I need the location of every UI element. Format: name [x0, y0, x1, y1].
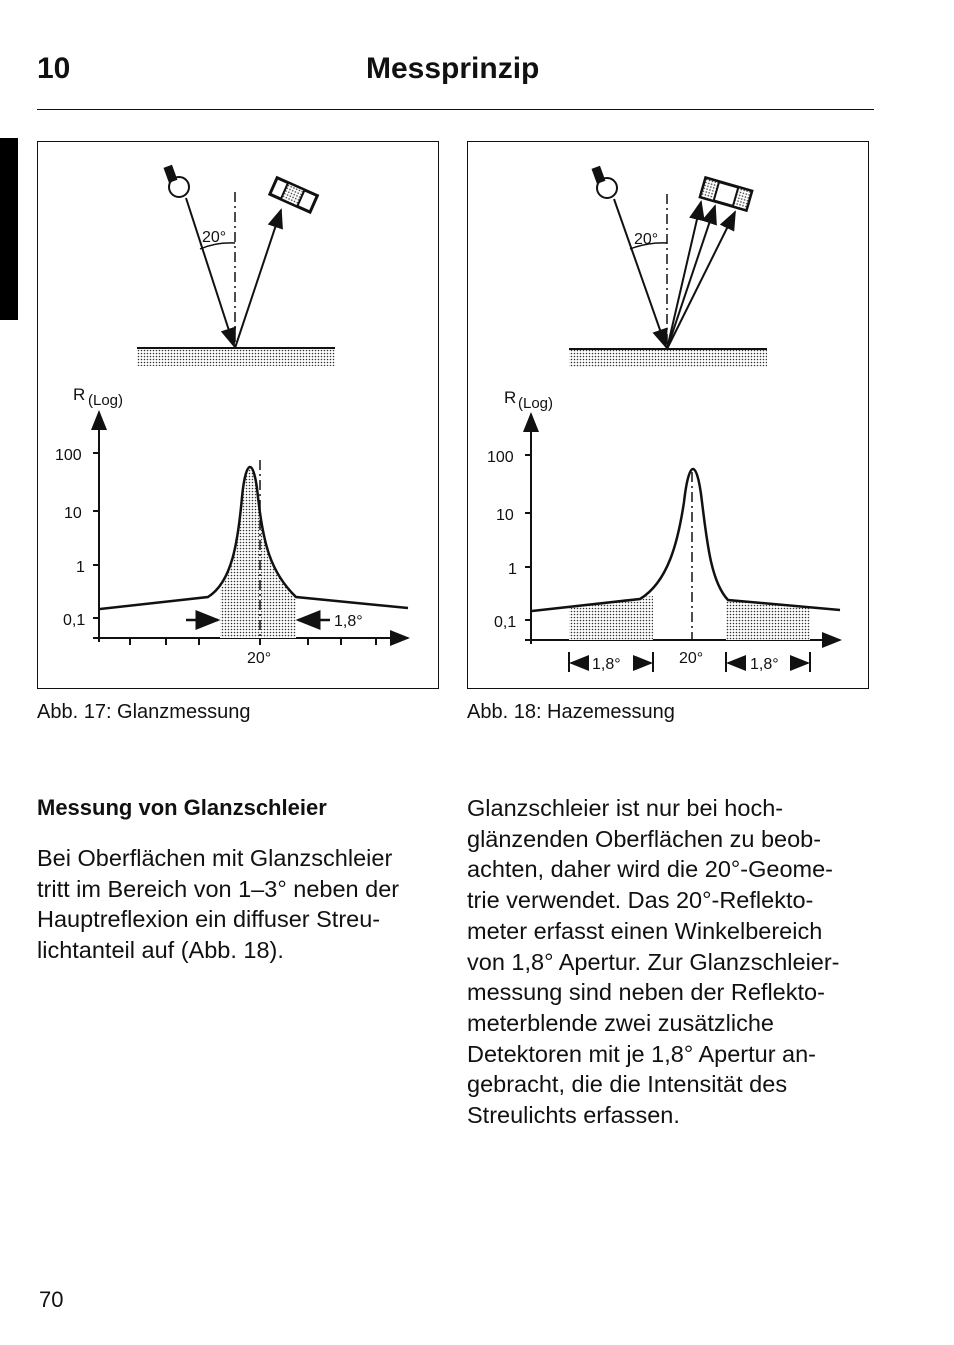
y-tick-1: 1 [508, 561, 517, 578]
figure-glanzmessung [37, 141, 439, 689]
text-line: von 1,8° Apertur. Zur Glanzschleier- [467, 948, 840, 975]
text-line: glänzenden Oberflächen zu beob- [467, 825, 822, 852]
reflected-ray-outer [667, 212, 735, 349]
x-tick-marks [130, 638, 376, 645]
text-line: lichtanteil auf (Abb. 18). [37, 937, 284, 964]
y-tick-0-1: 0,1 [494, 614, 517, 631]
axis-label-log: (Log) [518, 395, 554, 412]
figure-hazemessung [467, 141, 869, 689]
text-line: tritt im Bereich von 1–3° neben der [37, 875, 400, 902]
aperture-right-label: 1,8° [750, 656, 779, 673]
reflected-ray-main [667, 206, 715, 349]
text-line: Glanzschleier ist nur bei hoch- [467, 795, 784, 821]
text-line: Bei Oberflächen mit Glanzschleier [37, 845, 393, 871]
axis-label-r: R [73, 385, 86, 404]
sample-surface [569, 349, 767, 367]
header-rule [37, 109, 874, 110]
lamp-icon [592, 166, 617, 198]
figure-18-caption: Abb. 18: Hazemessung [467, 701, 675, 723]
figure-17-caption: Abb. 17: Glanzmessung [37, 701, 251, 723]
y-tick-0-1: 0,1 [63, 612, 86, 629]
reflected-ray [235, 210, 281, 348]
x-axis-label: 20° [247, 650, 272, 667]
y-tick-100: 100 [55, 447, 82, 464]
section-heading: Messung von Glanzschleier [37, 795, 327, 820]
thumb-index-tab [0, 138, 18, 320]
angle-label: 20° [634, 231, 659, 248]
chapter-number: 10 [37, 52, 71, 85]
chapter-title: Messprinzip [366, 52, 540, 85]
y-tick-10: 10 [496, 507, 514, 524]
aperture-label: 1,8° [334, 613, 363, 630]
text-line: meter erfasst einen Winkelbereich [467, 917, 823, 944]
hazemessung-diagram [468, 142, 870, 690]
axis-label-log: (Log) [88, 392, 124, 409]
left-column-text [37, 843, 437, 966]
lamp-icon [164, 165, 189, 197]
text-line: Streulichts erfassen. [467, 1102, 680, 1129]
text-line: meterblende zwei zusätzliche [467, 1009, 774, 1036]
page-number: 70 [39, 1287, 64, 1312]
text-line: messung sind neben der Reflekto- [467, 979, 825, 1006]
text-line: trie verwendet. Das 20°-Reflekto- [467, 887, 814, 914]
reflected-ray-inner [667, 202, 701, 349]
incident-ray [186, 198, 234, 346]
x-axis-label: 20° [679, 650, 704, 667]
detector-icon [270, 178, 318, 212]
angle-label: 20° [202, 229, 227, 246]
text-line: gebracht, die die Intensität des [467, 1071, 788, 1098]
incident-ray [614, 199, 666, 347]
y-tick-100: 100 [487, 449, 514, 466]
text-line: Hauptreflexion ein diffuser Streu- [37, 906, 381, 933]
y-tick-10: 10 [64, 505, 82, 522]
y-tick-1: 1 [76, 559, 85, 576]
glanzmessung-diagram [38, 142, 440, 690]
right-column-text [467, 793, 877, 1131]
text-line: achten, daher wird die 20°-Geome- [467, 856, 834, 883]
detector-icon [700, 178, 752, 210]
axis-label-r: R [504, 388, 517, 407]
aperture-left-label: 1,8° [592, 656, 621, 673]
reflection-curve [532, 469, 840, 611]
text-line: Detektoren mit je 1,8° Apertur an- [467, 1040, 817, 1067]
sample-surface [137, 348, 335, 366]
